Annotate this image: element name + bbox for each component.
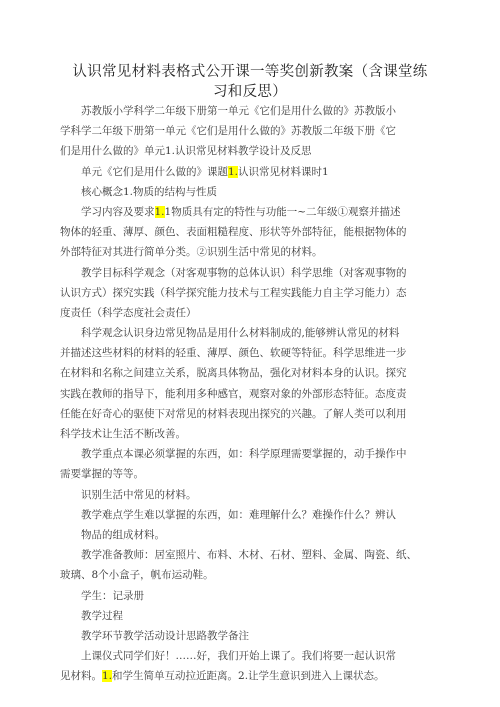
text-segment: 教学重点本课必须掌握的东西，如：科学原理需要掌握的，动手操作中 xyxy=(81,448,407,461)
text-line xyxy=(60,182,440,202)
text-line xyxy=(60,565,440,585)
text-line xyxy=(60,404,440,424)
text-line xyxy=(60,485,440,505)
document-title xyxy=(60,62,440,102)
text-line xyxy=(60,222,440,242)
text-segment: 物品的组成材料。 xyxy=(81,528,165,541)
text-segment: 苏教版小学科学二年级下册第一单元《它们是用什么做的》苏教版小 xyxy=(81,105,396,117)
title-line-1: 认识常见材料表格式公开课一等奖创新教案（含课堂练 xyxy=(72,64,428,80)
text-line xyxy=(60,505,440,525)
text-segment: 们是用什么做的》单元1.认识常见材料教学设计及反思 xyxy=(60,145,312,158)
text-segment: 玻璃、8个小盒子，帆布运动鞋。 xyxy=(60,569,214,582)
text-segment: 外部特征对其进行简单分类。②识别生活中常见的材料。 xyxy=(60,246,323,259)
text-segment: 教学环节教学活动设计思路教学备注 xyxy=(81,629,249,642)
text-segment: 实践在教师的指导下，能利用多种感官，观察对象的外部形态特征。态度责 xyxy=(60,387,407,400)
text-segment: 教学准备教师：居室照片、布料、木材、石材、塑料、金属、陶瓷、纸、 xyxy=(81,549,417,562)
text-segment: 和学生简单互动拉近距离。2.让学生意识到进入上课状态。 xyxy=(112,670,385,683)
text-segment: 认识常见材料课时1 xyxy=(238,165,329,178)
text-line xyxy=(60,263,440,283)
text-line xyxy=(60,303,440,323)
text-line xyxy=(60,464,440,484)
text-line xyxy=(60,162,440,182)
text-segment: 上课仪式同学们好！……好，我们开始上课了。我们将要一起认识常 xyxy=(81,650,396,663)
text-line xyxy=(60,242,440,262)
text-line xyxy=(60,444,440,464)
text-line xyxy=(60,626,440,646)
text-segment: 认识方式）探究实践（科学探究能力技术与工程实践能力自主学习能力）态 xyxy=(60,286,407,299)
text-line xyxy=(60,202,440,222)
document-body xyxy=(60,101,440,686)
text-line xyxy=(60,283,440,303)
text-segment: 核心概念1.物质的结构与性质 xyxy=(81,185,218,198)
text-segment: 见材料。 xyxy=(60,670,102,683)
text-segment: 1物质具有定的特性与功能一~二年级①观察并描述 xyxy=(164,205,401,218)
highlighted-text: 1. xyxy=(102,670,113,683)
text-segment: 学生：记录册 xyxy=(81,589,144,602)
text-line xyxy=(60,363,440,383)
text-segment: 教学难点学生难以掌握的东西，如：难理解什么？难操作什么？辨认 xyxy=(81,508,396,521)
text-segment: 任能在好奇心的驱使下对常见的材料表现出探究的兴趣。了解人类可以利用 xyxy=(60,407,407,420)
text-segment: 科学观念认识身边常见物品是用什么材料制成的,能够辨认常见的材料 xyxy=(81,327,400,340)
highlighted-text: 1. xyxy=(154,205,165,218)
text-line xyxy=(60,141,440,161)
text-line xyxy=(60,525,440,545)
text-segment: 需要掌握的等等。 xyxy=(60,468,144,481)
text-line xyxy=(60,343,440,363)
text-segment: 识别生活中常见的材料。 xyxy=(81,488,197,501)
title-line-2: 习和反思） xyxy=(213,84,287,100)
text-line xyxy=(60,586,440,606)
text-segment: 在材料和名称之间建立关系，脱离具体物品，强化对材料本身的认识。探究 xyxy=(60,367,407,380)
text-segment: 学习内容及要求 xyxy=(81,205,155,218)
text-line xyxy=(60,646,440,666)
text-segment: 教学目标科学观念（对客观事物的总体认识）科学思维（对客观事物的 xyxy=(81,266,407,279)
text-line xyxy=(60,606,440,626)
highlighted-text: 1. xyxy=(228,165,239,178)
text-line xyxy=(60,545,440,565)
text-segment: 并描述这些材料的材料的轻重、薄厚、颜色、软硬等特征。科学思维进一步 xyxy=(60,347,407,360)
text-segment: 科学技术让生活不断改善。 xyxy=(60,428,186,440)
text-line xyxy=(60,384,440,404)
text-segment: 学科学二年级下册第一单元《它们是用什么做的》苏教版二年级下册《它 xyxy=(60,125,396,138)
text-segment: 物体的轻重、薄厚、颜色、表面粗糙程度、形状等外部特征，能根据物体的 xyxy=(60,226,407,239)
text-segment: 教学过程 xyxy=(81,609,123,622)
text-line xyxy=(60,323,440,343)
text-line xyxy=(60,666,440,686)
text-line xyxy=(60,121,440,141)
text-line xyxy=(60,424,440,444)
text-segment: 度责任（科学态度社会责任） xyxy=(60,306,197,319)
text-segment: 单元《它们是用什么做的》课题 xyxy=(81,165,228,178)
text-line xyxy=(60,101,440,121)
